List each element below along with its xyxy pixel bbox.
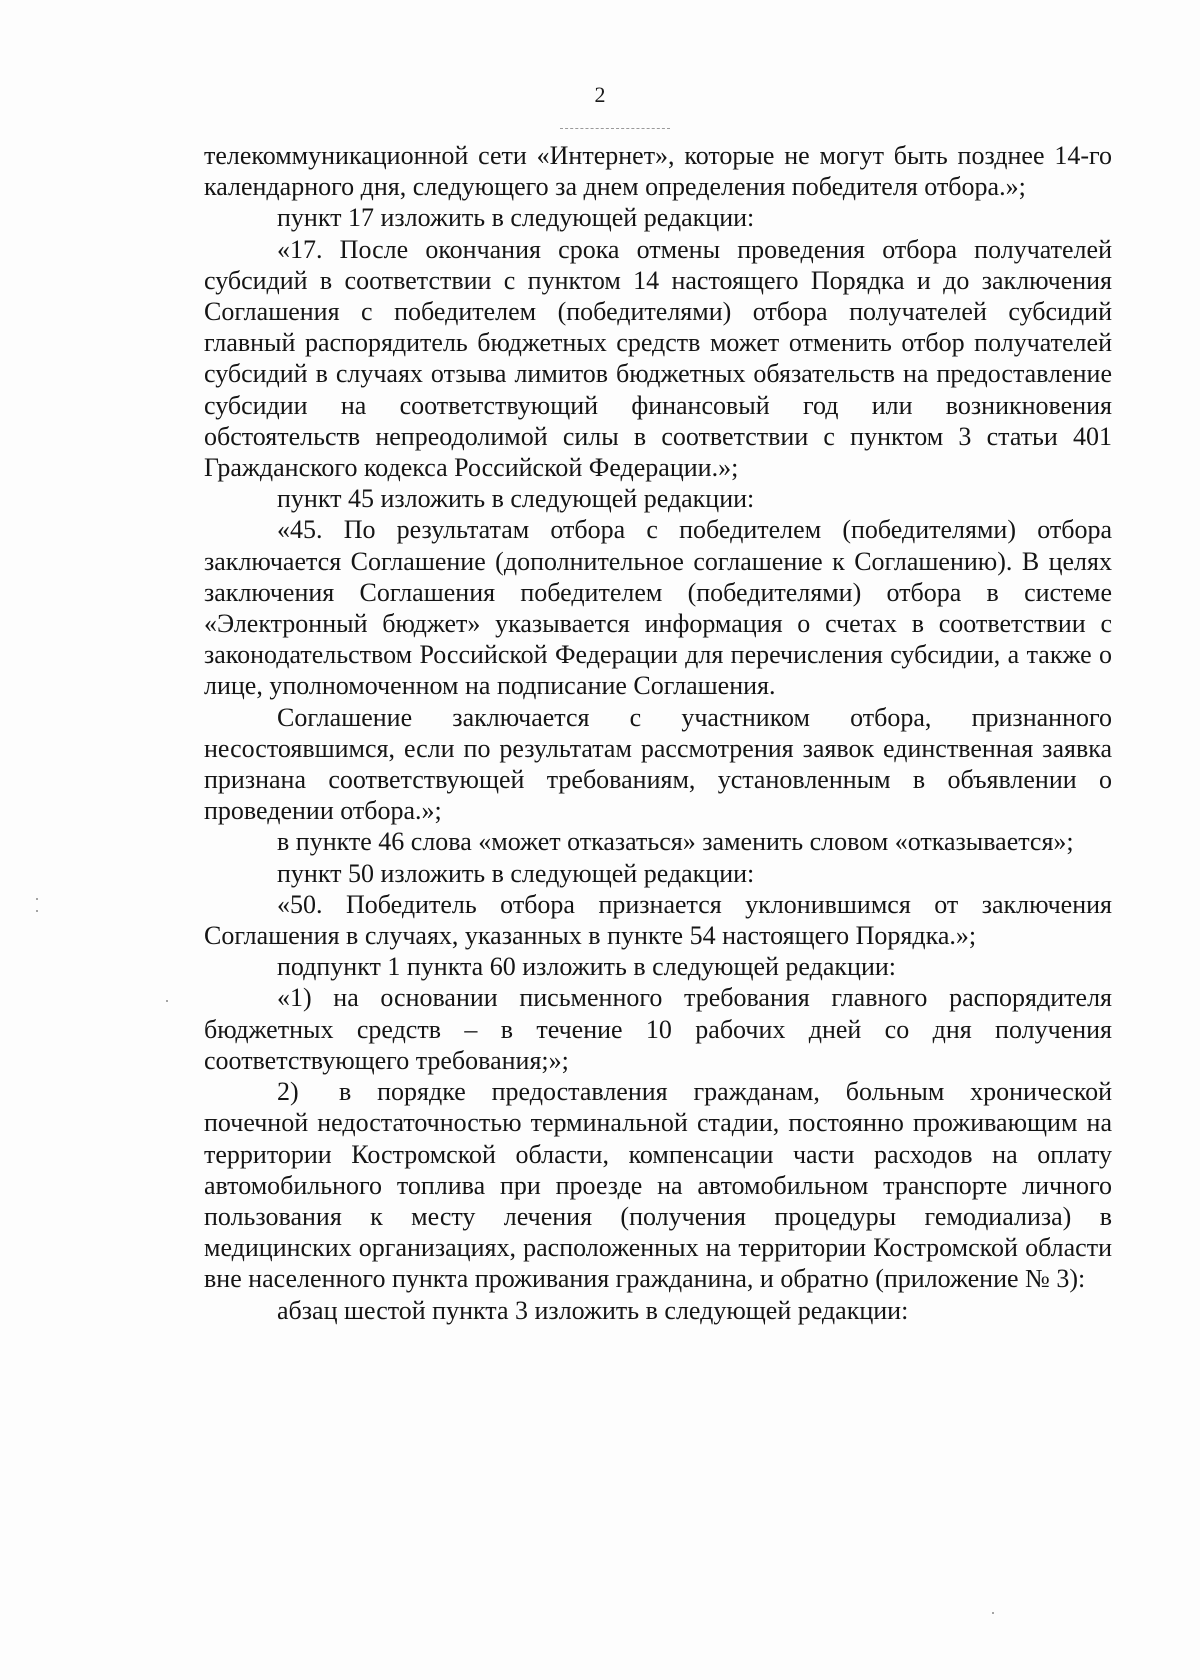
scan-speck [166,1000,168,1002]
document-body [204,140,1112,1326]
paragraph-subclause-1: «1) на основании письменного требования главного распорядителя бюджетных средств – в течение 10 рабочих дней со дня получения соответствующего требования;»; [204,983,1112,1075]
paragraph-clause-46: в пункте 46 слова «может отказаться» заменить словом «отказывается»; [277,827,1074,857]
scan-speck [992,1612,994,1614]
page-number: 2 [594,82,606,107]
item-2-text: в порядке предоставления гражданам, больным хронической почечной недостаточностью терминальной стадии, постоянно проживающим на территории Костромской области, компенсации части расходов на оплату автомобильного топлива при проезде на автомобильном транспорте личного пользования к месту лечения (получения процедуры гемодиализа) в медицинских организациях, расположенных на территории Костромской области вне населенного пункта проживания гражданина, и обратно (приложение № 3): [204,1077,1112,1294]
scan-artifact [560,128,670,130]
item-number: 2) [277,1077,299,1107]
scan-speck [36,898,38,900]
paragraph-instruction-50: пункт 50 изложить в следующей редакции: [277,858,755,888]
paragraph-instruction-3: абзац шестой пункта 3 изложить в следующей редакции: [277,1295,909,1325]
paragraph-instruction-17: пункт 17 изложить в следующей редакции: [277,203,755,233]
paragraph-item-2 [204,1076,1112,1294]
scan-speck [36,910,38,912]
paragraph-clause-45: «45. По результатам отбора с победителем (победителями) отбора заключается Соглашение (дополнительное соглашение к Соглашению). В целях заключения Соглашения победителем (победителями) отбора в системе «Электронный бюджет» указывается информация о счетах в соответствии с законодательством Российской Федерации для перечисления субсидии, а также о лице, уполномоченном на подписание Соглашения. [204,515,1112,701]
paragraph-continuation: телекоммуникационной сети «Интернет», которые не могут быть позднее 14-го календарного дня, следующего за днем определения победителя отбора.»; [204,141,1112,202]
paragraph-clause-50: «50. Победитель отбора признается уклонившимся от заключения Соглашения в случаях, указанных в пункте 54 настоящего Порядка.»; [204,889,1112,951]
paragraph-instruction-60: подпункт 1 пункта 60 изложить в следующей редакции: [277,952,896,982]
paragraph-agreement: Соглашение заключается с участником отбора, признанного несостоявшимся, если по результатам рассмотрения заявок единственная заявка признана соответствующей требованиям, установленным в объявлении о проведении отбора.»; [204,702,1112,826]
paragraph-instruction-45: пункт 45 изложить в следующей редакции: [277,484,755,514]
paragraph-clause-17: «17. После окончания срока отмены проведения отбора получателей субсидий в соответствии с пунктом 14 настоящего Порядка и до заключения Соглашения с победителем (победителями) отбора получателей субсидий главный распорядитель бюджетных средств может отменить отбор получателей субсидий в случаях отзыва лимитов бюджетных обязательств на предоставление субсидии на соответствующий финансовый год или возникновения обстоятельств непреодолимой силы в соответствии с пунктом 3 статьи 401 Гражданского кодекса Российской Федерации.»; [204,234,1112,483]
